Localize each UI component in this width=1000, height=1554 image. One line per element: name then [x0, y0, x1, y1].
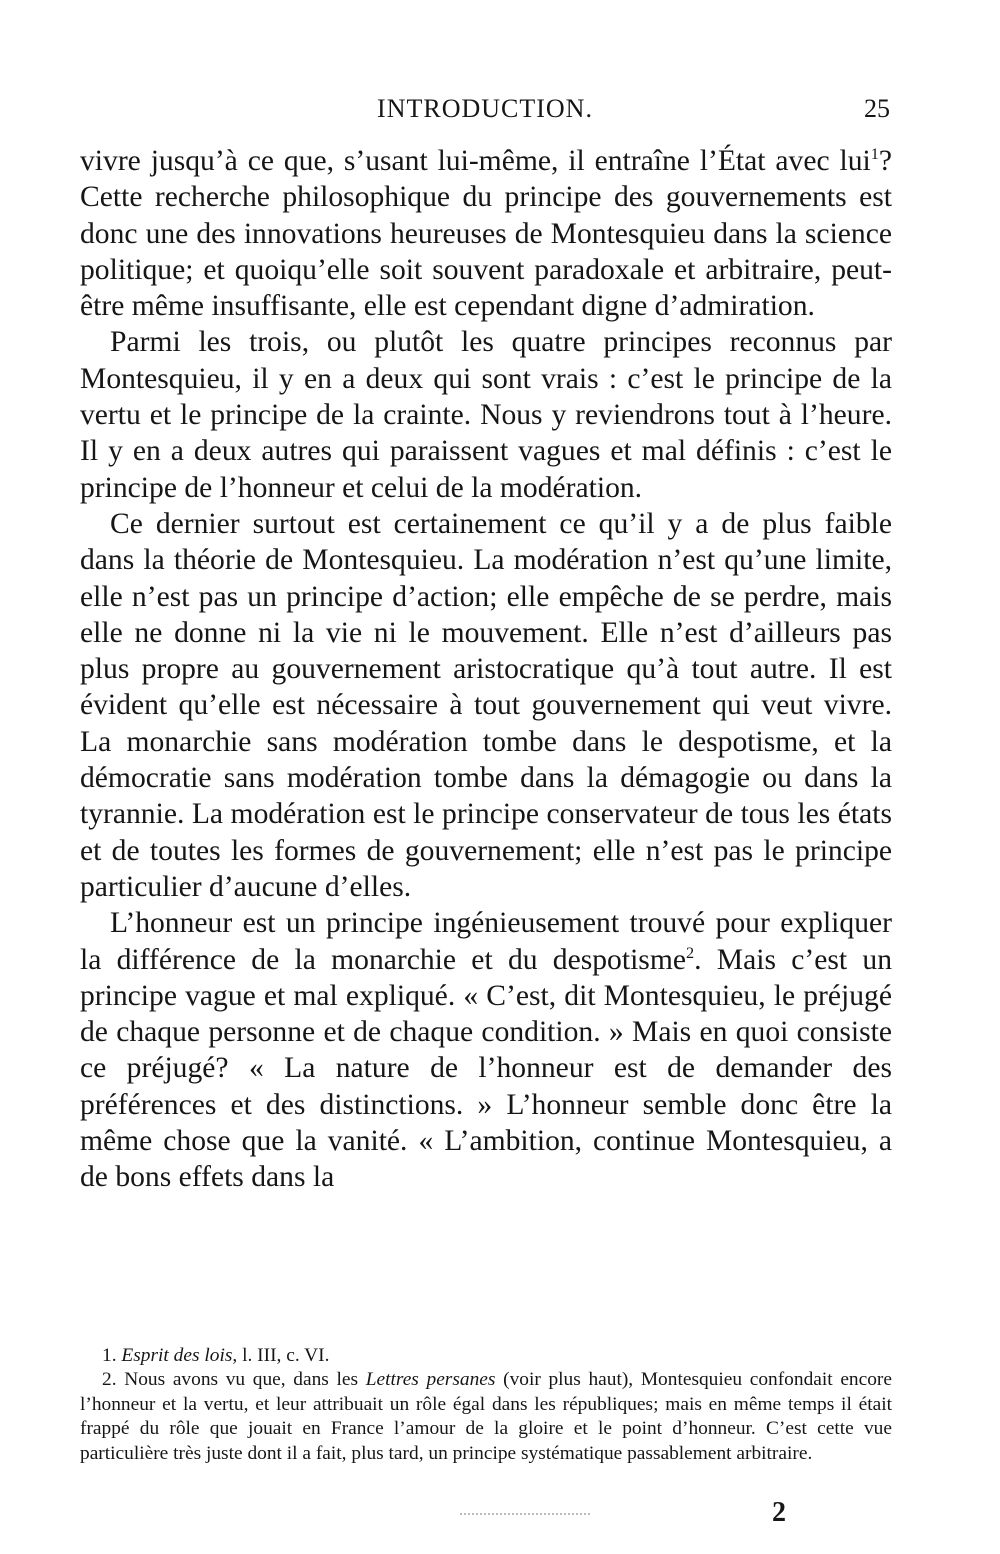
page-number: 25 — [864, 94, 890, 123]
footnote-number: 2. — [102, 1369, 117, 1391]
paragraph: Parmi les trois, ou plutôt les quatre principes reconnus par Montesquieu, il y en a deux qui sont vrais : c’est le principe de la vertu et le principe de la crainte. Nous y reviendrons tout à l’heure. Il y en a deux autres qui paraissent vagues et mal définis : c’est le principe de l’honneur et celui de la modération. — [80, 326, 892, 504]
paragraph — [80, 905, 892, 1195]
footnote-ref: 2 — [685, 942, 695, 962]
paragraph-text: L’honneur est un principe ingénieusement trouvé pour expliquer la différence de la monarchie et du despotisme — [80, 907, 892, 976]
footnote — [80, 1344, 892, 1368]
footnote-text: (voir plus haut), Montesquieu confondait encore l’honneur et la vertu, et leur attribuait un rôle égal dans les républiques; mais en même temps il était frappé du rôle que jouait en France l’amour de la gloire et le point d’honneur. C’est cette vue particulière très juste dont il a fait, plus tard, un principe systématique passablement arbitraire. — [80, 1369, 892, 1464]
footnote-ref: 1 — [870, 144, 879, 164]
header-title: INTRODUCTION. — [377, 94, 593, 123]
signature-mark: 2 — [772, 1497, 786, 1528]
paragraph: Ce dernier surtout est certainement ce qu’il y a de plus faible dans la théorie de Montesquieu. La modération n’est qu’une limite, elle n’est pas un principe d’action; elle empêche de se perdre, mais elle ne donne ni la vie ni le mouvement. Elle n’est d’ailleurs pas plus propre au gouvernement aristocratique qu’à tout autre. Il est évident qu’elle est nécessaire à tout gouvernement qui veut vivre. La monarchie sans modération tombe dans le despotisme, et la démocratie sans modération tombe dans la démagogie ou dans la tyrannie. La modération est le principe conservateur de tous les états et de toutes les formes de gouvernement; elle n’est pas le principe particulier d’aucune d’elles. — [80, 507, 892, 903]
paragraph-text: ? Cette recherche philosophique du principe des gouvernements est donc une des innovations heureuses de Montesquieu dans la science politique; et quoiqu’elle soit souvent paradoxale et arbitraire, peut-être même insuffisante, elle est cependant digne d’admiration. — [80, 145, 892, 323]
footnote — [80, 1368, 892, 1466]
paragraph-text: vivre jusqu’à ce que, s’usant lui-même, il entraîne l’État avec lui — [80, 145, 871, 177]
paragraph — [80, 143, 892, 324]
footnote-title: Esprit des lois — [121, 1345, 233, 1366]
footnote-title: Lettres persanes — [365, 1369, 496, 1391]
footnote-text: Nous avons vu que, dans les — [124, 1369, 366, 1391]
body-text — [80, 143, 892, 1196]
running-header — [80, 94, 890, 134]
printer-dots — [460, 1513, 590, 1519]
footnote-text: , l. III, c. VI. — [232, 1345, 330, 1366]
footnote-number: 1. — [102, 1345, 117, 1366]
footnotes — [80, 1344, 892, 1466]
paragraph-text: . Mais c’est un principe vague et mal expliqué. « C’est, dit Montesquieu, le préjugé de chaque personne et de chaque condition. » Mais en quoi consiste ce préjugé? « La nature de l’honneur est de demander des préférences et des distinctions. » L’honneur semble donc être la même chose que la vanité. « L’ambition, continue Montesquieu, a de bons effets dans la — [80, 943, 892, 1194]
